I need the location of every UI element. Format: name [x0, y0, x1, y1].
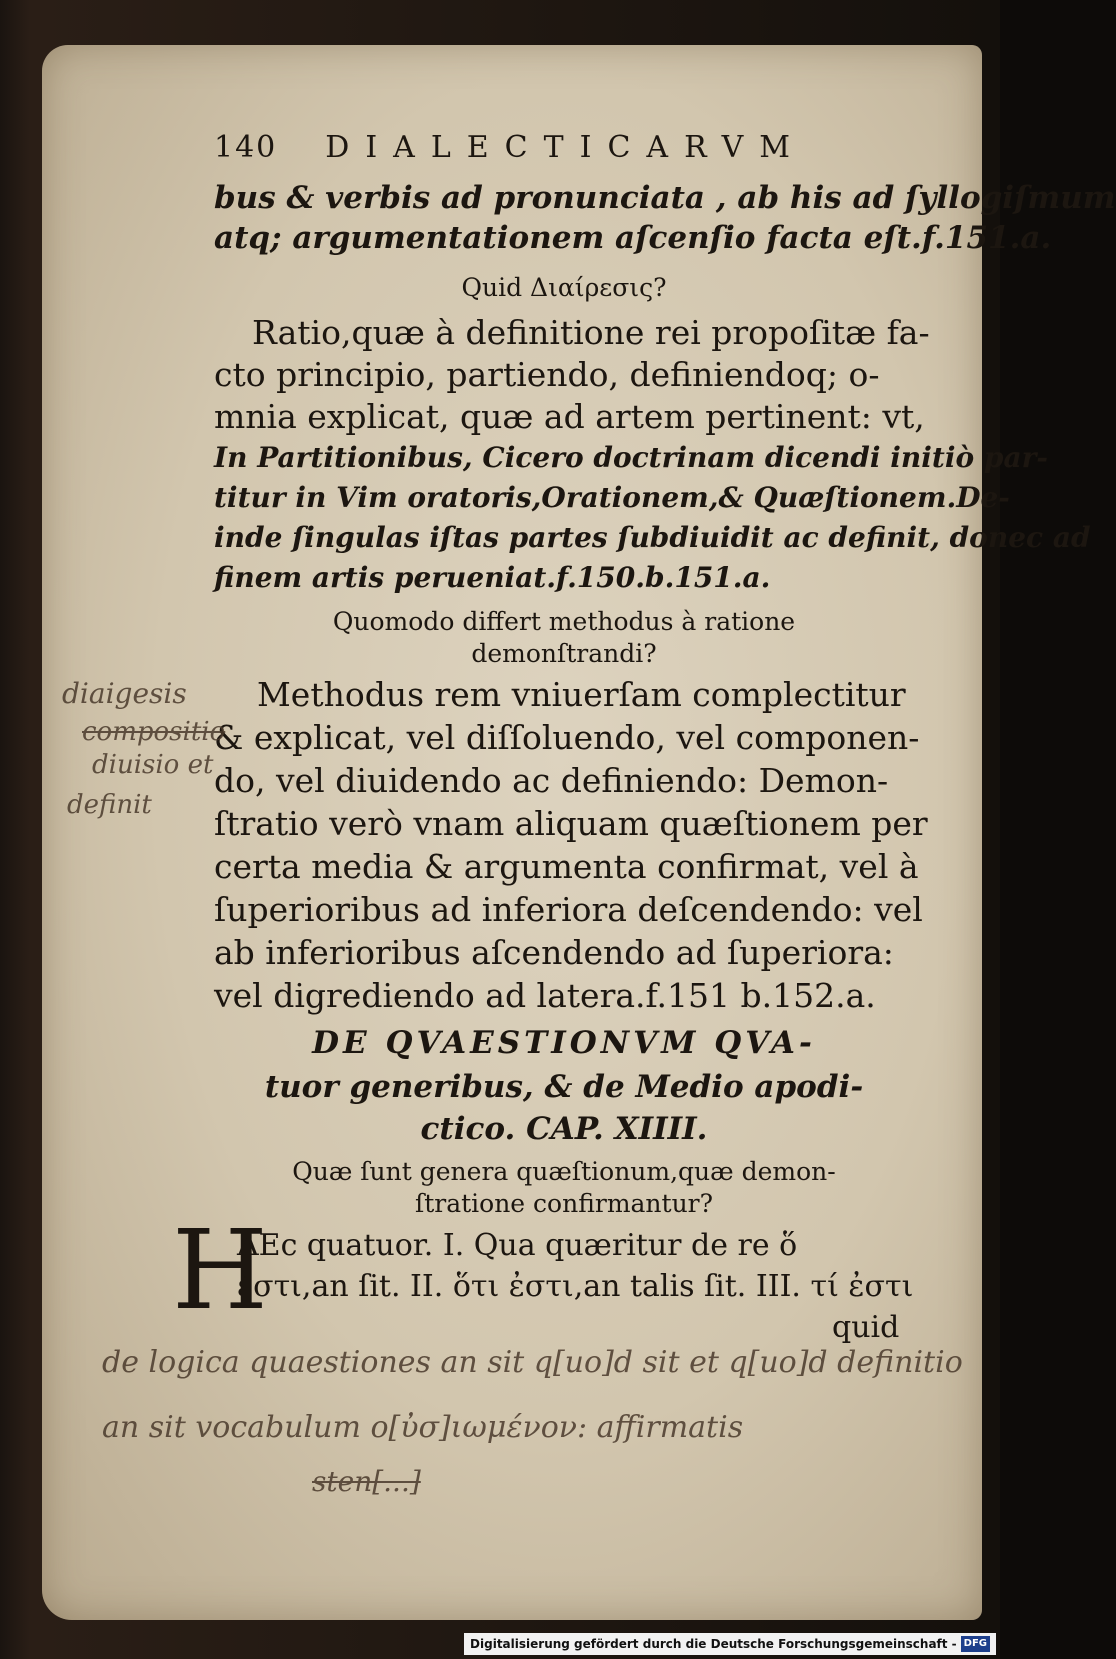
- text-line: AEc quatuor. I. Qua quæritur de re ὅ: [237, 1228, 798, 1263]
- text-line: Methodus rem vniuerſam complectitur: [257, 675, 906, 714]
- marginal-note: definit: [67, 790, 152, 820]
- text-line: In Partitionibus, Cicero doctrinam dicendi initiò par-: [214, 441, 1048, 474]
- text-line: quid: [832, 1310, 900, 1345]
- text-line: certa media & argumenta confirmat, vel à: [214, 847, 919, 886]
- bottom-handwritten-note: sten[...]: [312, 1465, 421, 1498]
- text-line: ab inferioribus aſcendendo ad ſuperiora:: [214, 933, 894, 972]
- running-head: [214, 130, 874, 180]
- chapter-heading: tuor generibus, & de Medio apodi-: [264, 1069, 864, 1105]
- question-heading: Quid Διαίρεσις?: [461, 273, 667, 302]
- text-line: mnia explicat, quæ ad artem pertinent: vt,: [214, 397, 925, 436]
- drop-capital: H: [172, 1206, 268, 1334]
- text-line: atq; argumentationem aſcenſio facta eſt.f.151.a.: [214, 220, 1052, 256]
- marginal-note: diuisio et: [92, 750, 214, 780]
- text-line: ſuperioribus ad inferiora deſcendendo: vel: [214, 890, 923, 929]
- question-heading: Quæ ſunt genera quæſtionum,quæ demon-: [292, 1157, 836, 1186]
- text-line: Ratio,quæ à definitione rei propoſitæ fa-: [252, 313, 930, 352]
- text-line: finem artis perueniat.f.150.b.151.a.: [214, 561, 771, 594]
- dfg-logo-icon: DFG: [961, 1636, 990, 1652]
- digitization-credit: [464, 1633, 996, 1655]
- page-number: 140: [214, 130, 278, 165]
- book-page: [42, 45, 1116, 1620]
- text-line: inde ſingulas iſtas partes ſubdiuidit ac definit, donec ad: [214, 521, 1091, 554]
- bottom-handwritten-note: de logica quaestiones an sit q[uo]d sit et q[uo]d definitio: [102, 1345, 963, 1380]
- marginal-note: diaigesis: [62, 677, 187, 710]
- credit-text: Digitalisierung gefördert durch die Deutsche Forschungsgemeinschaft -: [470, 1637, 957, 1651]
- text-line: & explicat, vel diſſoluendo, vel componen-: [214, 718, 920, 757]
- chapter-heading: DE QVAESTIONVM QVA-: [312, 1025, 816, 1061]
- text-line: ſtratio verò vnam aliquam quæſtionem per: [214, 804, 928, 843]
- text-line: bus & verbis ad pronunciata , ab his ad ſyllogiſmum: [214, 180, 1116, 216]
- text-line: titur in Vim oratoris,Orationem,& Quæſtionem.De-: [214, 481, 1010, 514]
- question-heading: Quomodo differt methodus à ratione: [332, 607, 796, 636]
- marginal-note: compositio: [82, 717, 226, 747]
- text-line: cto principio, partiendo, definiendoq; o-: [214, 355, 880, 394]
- text-line: ἐστι,an ſit. II. ὅτι ἐστι,an talis ſit. III. τί ἐστι: [237, 1269, 914, 1304]
- question-heading: demonſtrandi?: [471, 639, 657, 668]
- text-line: do, vel diuidendo ac definiendo: Demon-: [214, 761, 889, 800]
- bottom-handwritten-note: an sit vocabulum ο[ὐσ]ιωμένον: affirmatis: [102, 1410, 744, 1445]
- text-line: vel digrediendo ad latera.f.151 b.152.a.: [214, 976, 876, 1015]
- question-heading: ſtratione confirmantur?: [414, 1189, 714, 1218]
- running-head-title: DIALECTICARVM: [325, 130, 806, 165]
- chapter-heading: ctico. CAP. XIIII.: [420, 1111, 708, 1147]
